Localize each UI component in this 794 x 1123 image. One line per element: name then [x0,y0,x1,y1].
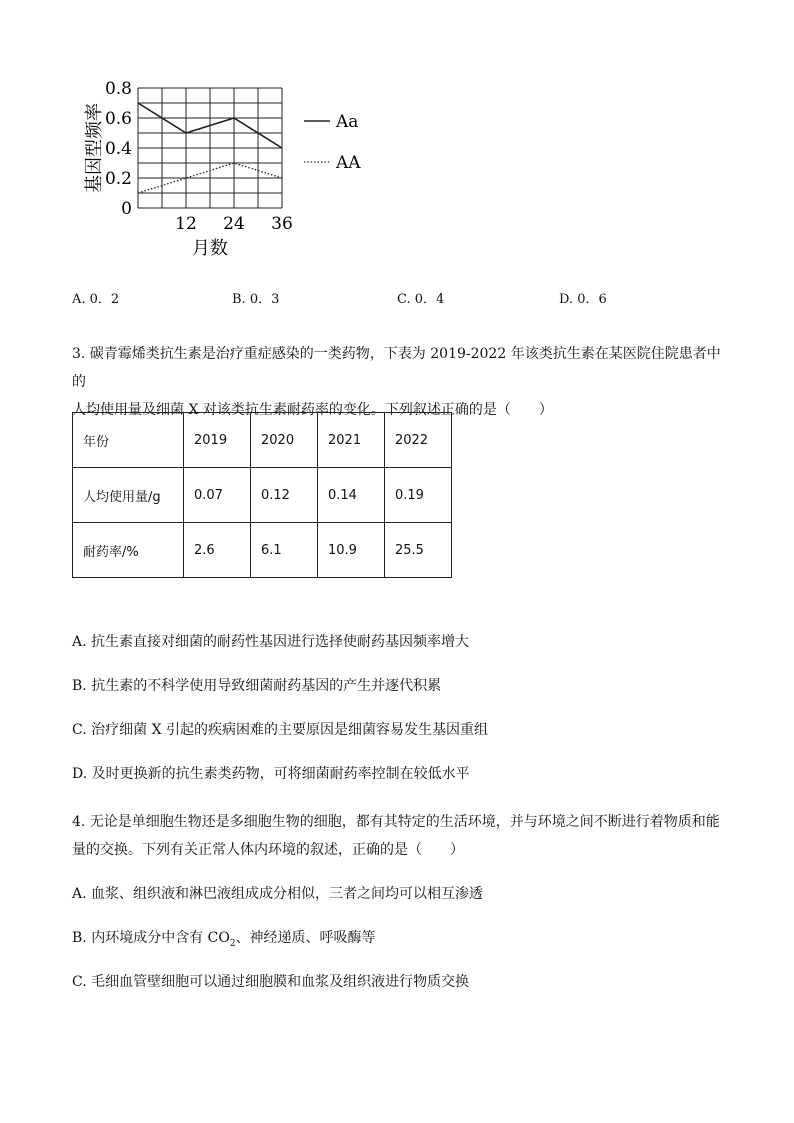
q3-option-c: C. 治疗细菌 X 引起的疾病困难的主要原因是细菌容易发生基因重组 [72,722,488,738]
q3-stem-line2: 人均使用量及细菌 X 对该类抗生素耐药率的变化。下列叙述正确的是（ ） [72,402,553,418]
table-cell: 25.5 [385,523,452,578]
table-cell: 0.14 [318,468,385,523]
q4-option-b-text: B. 内环境成分中含有 CO [72,930,230,946]
table-cell: 0.12 [251,468,318,523]
q3-option-d: D. 及时更换新的抗生素类药物，可将细菌耐药率控制在较低水平 [72,766,470,782]
y-tick-label: 0.8 [104,79,132,99]
x-tick-label: 36 [271,214,293,234]
q2-option-d: D. 0．6 [559,292,607,307]
q4-option-b-text-rest: 、神经递质、呼吸酶等 [235,930,376,946]
q3-option-b: B. 抗生素的不科学使用导致细菌耐药基因的产生并逐代积累 [72,678,442,694]
q4-stem-line1: 4. 无论是单细胞生物还是多细胞生物的细胞，都有其特定的生活环境，并与环境之间不断进行着物质和能 [72,814,720,830]
y-tick-label: 0 [121,199,132,219]
table-cell: 耐药率/% [73,523,184,578]
chart-svg [80,70,380,260]
table-cell: 10.9 [318,523,385,578]
genotype-frequency-chart [80,70,380,260]
table-cell: 0.07 [184,468,251,523]
q2-option-a: A. 0．2 [72,292,120,307]
q4-option-c: C. 毛细血管壁细胞可以通过细胞膜和血浆及组织液进行物质交换 [72,974,470,990]
q4-stem [72,808,732,864]
table-cell: 2022 [385,413,452,468]
y-tick-label: 0.6 [104,109,132,129]
y-tick-label: 0.2 [104,169,132,189]
table-cell: 人均使用量/g [73,468,184,523]
table-cell: 2019 [184,413,251,468]
table-cell: 年份 [73,413,184,468]
q3-table [72,412,452,578]
q4-option-a: A. 血浆、组织液和淋巴液组成成分相似，三者之间均可以相互渗透 [72,886,484,902]
table-cell: 2.6 [184,523,251,578]
table-cell: 0.19 [385,468,452,523]
table-row [73,413,452,468]
table-row [73,523,452,578]
q4-option-b [72,928,376,954]
x-tick-label: 12 [175,214,197,234]
legend-label-aa: Aa [336,112,359,132]
q4-stem-line2: 量的交换。下列有关正常人体内环境的叙述，正确的是（ ） [72,842,464,858]
table-cell: 2021 [318,413,385,468]
y-tick-label: 0.4 [104,139,132,159]
q3-stem-line1: 3. 碳青霉烯类抗生素是治疗重症感染的一类药物，下表为 2019-2022 年该类抗生素在某医院住院患者中的 [72,346,721,390]
q2-option-b: B. 0．3 [232,292,280,307]
q3-option-a: A. 抗生素直接对细菌的耐药性基因进行选择使耐药基因频率增大 [72,634,470,650]
x-axis-label: 月数 [192,238,228,259]
legend-label-aa: AA [336,153,361,173]
q2-option-c: C. 0．4 [397,292,445,307]
y-axis-label: 基因型频率 [84,103,105,193]
x-tick-label: 24 [223,214,245,234]
table-cell: 2020 [251,413,318,468]
q4-option-b-subscript: 2 [229,938,236,949]
table-row [73,468,452,523]
table-cell: 6.1 [251,523,318,578]
